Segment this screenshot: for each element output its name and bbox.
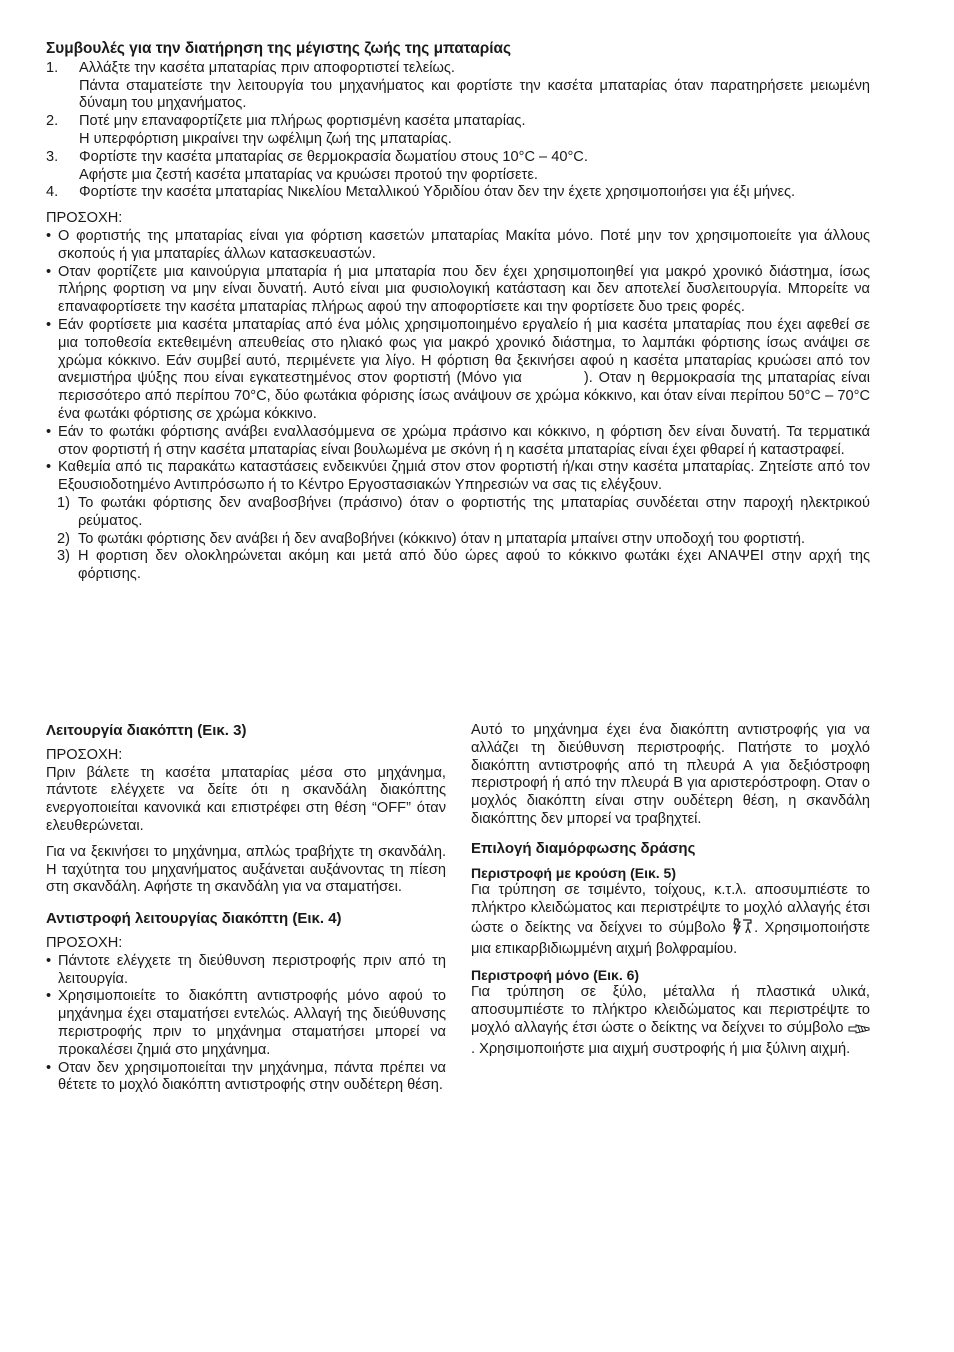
caution-bullet — [46, 459, 870, 495]
switch-action-text: Για να ξεκινήσει το μηχάνημα, απλώς τραβήχτε τη σκανδάλη. Η ταχύτητα του μηχανήματος αυξάνεται αυξάνοντας τη πίεση στη σκανδάλη. Αφήστε τη σκανδάλη για να σταματήσει. — [46, 843, 446, 896]
rotation-mode-text — [471, 984, 870, 1058]
bullet-text: Ο φορτιστής της μπαταρίας είναι για φόρτιση κασετών μπαταρίας Μακίτα μόνο. Ποτέ μην τον χρησιμοποιείτε για άλλους σκοπούς ή για μπαταρίες άλλων κατασκευαστών. — [58, 227, 870, 262]
tip-text: Φορτίστε την κασέτα μπαταρίας σε θερμοκρασία δωματίου στους 10°C – 40°C. — [79, 148, 588, 165]
condition-text: Η φορτιση δεν ολοκληρώνεται ακόμη και μετά από δύο ώρες αφού το κόκκινο φωτάκι έχει ΑΝΑΨΕΙ στην αρχή της φόρτισης. — [78, 548, 870, 583]
tip-number: 4. — [46, 184, 59, 201]
bullet-mark: • — [46, 459, 52, 476]
tip-number: 1. — [46, 59, 59, 76]
bullet-mark: • — [46, 263, 52, 280]
tip-text: Φορτίστε την κασέτα μπαταρίας Νικελίου Μεταλλικού Υδριδίου όταν δεν την έχετε χρησιμοποιήσει για έξι μήνες. — [79, 184, 796, 201]
caution-bullet — [46, 228, 870, 264]
tip-number: 2. — [46, 113, 59, 130]
tip-item — [46, 113, 870, 149]
bullet-text: Εάν το φωτάκι φόρτισης ανάβει εναλλασόμμενα σε χρώμα πράσινο και κόκκινο, η φόρτιση δεν είναι δυνατή. Τα τερματικά στον φορτιστή ή στην κασέτα μπαταρίας είναι βουλωμένα με σκόνη ή η κασέτα μπαταρίας είναι έχει φθαρεί ή καταστραφεί. — [58, 423, 870, 458]
condition-item — [46, 531, 870, 549]
caution-bullet — [46, 424, 870, 460]
bullet-text: Καθεμία από τις παρακάτω καταστάσεις ενδεικνύει ζημιά στον στον φορτιστή ή/και στην κασέτα μπαταρίας. Ζητείστε από τον Εξουσιοδοτημένο Αντιπρόσωπο ή το Κέντρο Εργοστασιακών Υπηρεσιών να σας τις ελέγξουν. — [58, 459, 870, 494]
bullet-text: Χρησιμοποιείτε το διακόπτη αντιστροφής μόνο αφού το μηχάνημα έχει σταματήσει εντελώς. Αλλαγή της διεύθυνσης περιστροφής πριν το μηχάνημα σταματήσει μπορεί να προκαλέσει ζημιά στο μηχάνημα. — [58, 988, 446, 1058]
reversing-heading: Αντιστροφή λειτουργίας διακόπτη (Εικ. 4) — [46, 910, 342, 928]
reversing-bullet — [46, 988, 446, 1059]
condition-number: 3) — [57, 548, 70, 565]
caution-bullet — [46, 264, 870, 317]
tip-item — [46, 149, 870, 185]
condition-number: 2) — [57, 530, 70, 547]
caution-label: ΠΡΟΣΟΧΗ: — [46, 210, 123, 227]
right-column — [471, 722, 870, 1059]
battery-tips-heading: Συμβουλές για την διατήρηση της μέγιστης ζωής της μπαταρίας — [46, 40, 511, 57]
left-column — [46, 722, 446, 1095]
caution-label: ΠΡΟΣΟΧΗ: — [46, 746, 123, 763]
hammer-text-part: Για τρύπηση σε τσιμέντο, τοίχους, κ.τ.λ. αποσυμπιέστε το πλήκτρο κλειδώματος και περιστρέψτε το μοχλό αλλαγής έτσι ώστε ο δείκτης να δείχνει το σύμβολο — [471, 882, 870, 936]
bullet-text — [58, 317, 870, 424]
tip-text: Αλλάξτε την κασέτα μπαταρίας πριν αποφορτιστεί τελείως. — [79, 59, 455, 76]
reversing-bullet — [46, 1060, 446, 1096]
battery-tips-section — [46, 40, 870, 584]
bullet-mark: • — [46, 1059, 52, 1076]
reversing-bullet — [46, 953, 446, 989]
rotation-text-part: Για τρύπηση σε ξύλο, μέταλλα ή πλαστικά υλικά, αποσυμπιέστε το πλήκτρο κλειδώματος και περιστρέψτε το μοχλό αλλαγής έτσι ώστε ο δείκτης να δείχνει το σύμβολο — [471, 984, 870, 1036]
bullet-mark: • — [46, 316, 52, 333]
bullet-text-part: ). Οταν η θερμοκρασία της μπαταρίας είναι περισσότερο από περίπου 70°C, δύο φωτάκια φόρισης ίσως ανάψουν σε χρώμα κόκκινο, και όταν είναι περίπου 50°C – 70°C ένα φωτάκι φόρτισης σε χρώμα κόκκινο. — [58, 370, 871, 422]
rotation-text-part: . Χρησιμοποιήστε μια αιχμή συστροφής ή μια ξύλινη αιχμή. — [471, 1040, 851, 1057]
caution-label: ΠΡΟΣΟΧΗ: — [46, 934, 123, 951]
hammer-mode-text — [471, 882, 870, 958]
bullet-text: Οταν δεν χρησιμοποιείται την μηχάνημα, πάντα πρέπει να θέτετε το μοχλό διακόπτη αντιστροφής στην ουδέτερη θέση. — [58, 1059, 446, 1094]
battery-tips-list — [46, 60, 870, 202]
condition-text: Το φωτάκι φόρτισης δεν ανάβει ή δεν αναβοβήνει (κόκκινο) όταν η μπαταρία μπαίνει στην υποδοχή του φορτιστή. — [78, 530, 806, 547]
tip-text: Αφήστε μια ζεστή κασέτα μπαταρίας να κρυώσει προτού την φορτίσετε. — [79, 166, 538, 183]
mode-heading: Επιλογή διαμόρφωσης δράσης — [471, 839, 696, 857]
rotation-mode-heading: Περιστροφή μόνο (Εικ. 6) — [471, 966, 640, 983]
bullet-text-part: Εάν φορτίσετε μια κασέτα μπαταρίας από ένα μόλις χρησιμοποιημένο εργαλείο ή μια κασέτα μπαταρίας που έχει αφεθεί σε μια τοποθεσία εκτεθειμένη απευθείας στο ηλιακό φως για μακρό χρονικό διάστημα, το λαμπάκι φόρτισης ίσως ανάψει σε χρώμα κόκκινο. Εάν συμβεί αυτό, περιμένετε για λίγο. Η φόρτιση θα ξεκινήσει αφού η κασέτα μπαταρίας κρυώσει από τον ανεμιστήρα ψύξης που είναι εγκατεστημένος στον φορτιστή (Μόνο για — [58, 316, 870, 387]
tip-item — [46, 60, 870, 113]
bullet-text: Πάντοτε ελέγχετε τη διεύθυνση περιστροφής πριν από τη λειτουργία. — [58, 952, 446, 987]
switch-caution-text: Πριν βάλετε τη κασέτα μπαταρίας μέσα στο μηχάνημα, πάντοτε ελέγχετε να δείτε ότι η σκανδάλη διακόπτης ενεργοποιείται κανονικά και επιστρέφει στη θέση “OFF” όταν ελευθερώνεται. — [46, 764, 446, 834]
tip-text: Πάντα σταματείστε την λειτουργία του μηχανήματος και φορτίστε την κασέτα μπαταρίας όταν παρατηρήσετε μειωμένη δύναμη του μηχανήματος. — [79, 77, 870, 112]
switch-action-heading: Λειτουργία διακόπτη (Εικ. 3) — [46, 722, 247, 739]
hammer-drill-icon — [732, 918, 754, 941]
bullet-text: Οταν φορτίζετε μια καινούργια μπαταρία ή μια μπαταρία που δεν έχει χρησιμοποιηθεί για μακρό χρονικό διάστημα, ίσως πλήρης φορτιση να μην είναι δυνατή. Αυτό είναι μια φυσιολογική κατάσταση και δεν αποτελεί δυσλειτουργία. Μπορείτε να επαναφορτίσετε την κασέτα μπαταρίας πλήρως αφού την αποφορτίσετε και την φορτίσετε δυο τρεις φορές. — [58, 263, 870, 316]
caution-bullet — [46, 317, 870, 424]
reversing-text: Αυτό το μηχάνημα έχει ένα διακόπτη αντιστροφής για να αλλάζει τη διεύθυνση περιστροφής. Πατήστε το μοχλό διακόπτη αντιστροφής από τη πλευρά Α για δεξιόστροφη περιστροφή ή από την πλευρά Β για αριστερόστροφη. Οταν ο μοχλός διακόπτη είναι στην ουδέτερη θέση, η σκανδάλη διακόπτης δεν μπορεί να τραβηχτεί. — [471, 722, 870, 827]
tip-text: Ποτέ μην επαναφορτίζετε μια πλήρως φορτισμένη κασέτα μπαταρίας. — [79, 113, 526, 130]
drill-bit-icon — [848, 1023, 870, 1041]
bullet-mark: • — [46, 988, 52, 1005]
hammer-text-part: . Χρησιμοποιήστε μια επικαρβιδιωμμένη αιχμή βολφραμίου. — [471, 919, 870, 957]
bullet-mark: • — [46, 423, 52, 440]
bullet-mark: • — [46, 227, 52, 244]
condition-number: 1) — [57, 494, 70, 511]
condition-item — [46, 495, 870, 531]
condition-item — [46, 548, 870, 584]
bullet-mark: • — [46, 952, 52, 969]
hammer-mode-heading: Περιστροφή με κρούση (Εικ. 5) — [471, 864, 677, 881]
tip-item — [46, 184, 870, 202]
condition-text: Το φωτάκι φόρτισης δεν αναβοσβήνει (πράσινο) όταν ο φορτιστής της μπαταρίας συνδέεται στην παροχή ηλεκτρικού ρεύματος. — [78, 494, 870, 529]
tip-text: Η υπερφόρτιση μικραίνει την ωφέλιμη ζωή της μπαταρίας. — [79, 130, 452, 147]
tip-number: 3. — [46, 148, 59, 165]
